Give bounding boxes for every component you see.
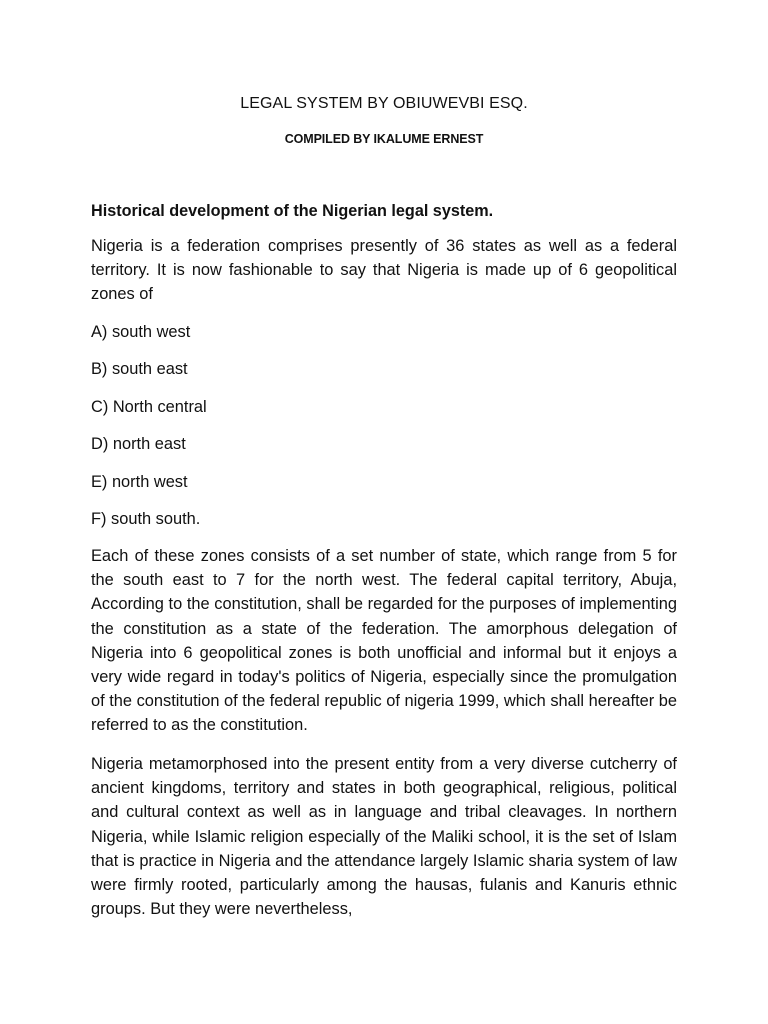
document-subtitle: COMPILED BY IKALUME ERNEST	[284, 132, 484, 146]
zone-list-item: F) south south.	[91, 510, 201, 528]
document-title: LEGAL SYSTEM BY OBIUWEVBI ESQ.	[240, 95, 528, 112]
zone-list-item: C) North central	[91, 398, 207, 416]
zone-list-item: A) south west	[91, 323, 191, 341]
paragraph-1: Nigeria is a federation comprises presently of 36 states as well as a federal territory. It is now fashionable to say that Nigeria is made up of 6 geopolitical zones of	[91, 237, 677, 304]
paragraph-2: Each of these zones consists of a set number of state, which range from 5 for the south east to 7 for the north west. The federal capital territory, Abuja, According to the constitution, shall be regarded for the purposes of implementing the constitution as a state of the federation. The amorphous delegation of Nigeria into 6 geopolitical zones is both unofficial and informal but it enjoys a very wide regard in today's politics of Nigeria, especially since the promulgation of the constitution of the federal republic of nigeria 1999, which shall hereafter be referred to as the constitution.	[91, 547, 677, 735]
zone-list-item: E) north west	[91, 473, 188, 491]
zone-list-item: D) north east	[91, 435, 186, 453]
section-heading: Historical development of the Nigerian legal system.	[91, 202, 494, 220]
paragraph-3: Nigeria metamorphosed into the present entity from a very diverse cutcherry of ancient kingdoms, territory and states in both geographical, religious, political and cultural context as well as in language and tribal cleavages. In northern Nigeria, while Islamic religion especially of the Maliki school, it is the set of Islam that is practice in Nigeria and the attendance largely Islamic sharia system of law were firmly rooted, particularly among the hausas, fulanis and Kanuris ethnic groups. But they were nevertheless,	[91, 755, 677, 919]
zone-list-item: B) south east	[91, 360, 188, 378]
